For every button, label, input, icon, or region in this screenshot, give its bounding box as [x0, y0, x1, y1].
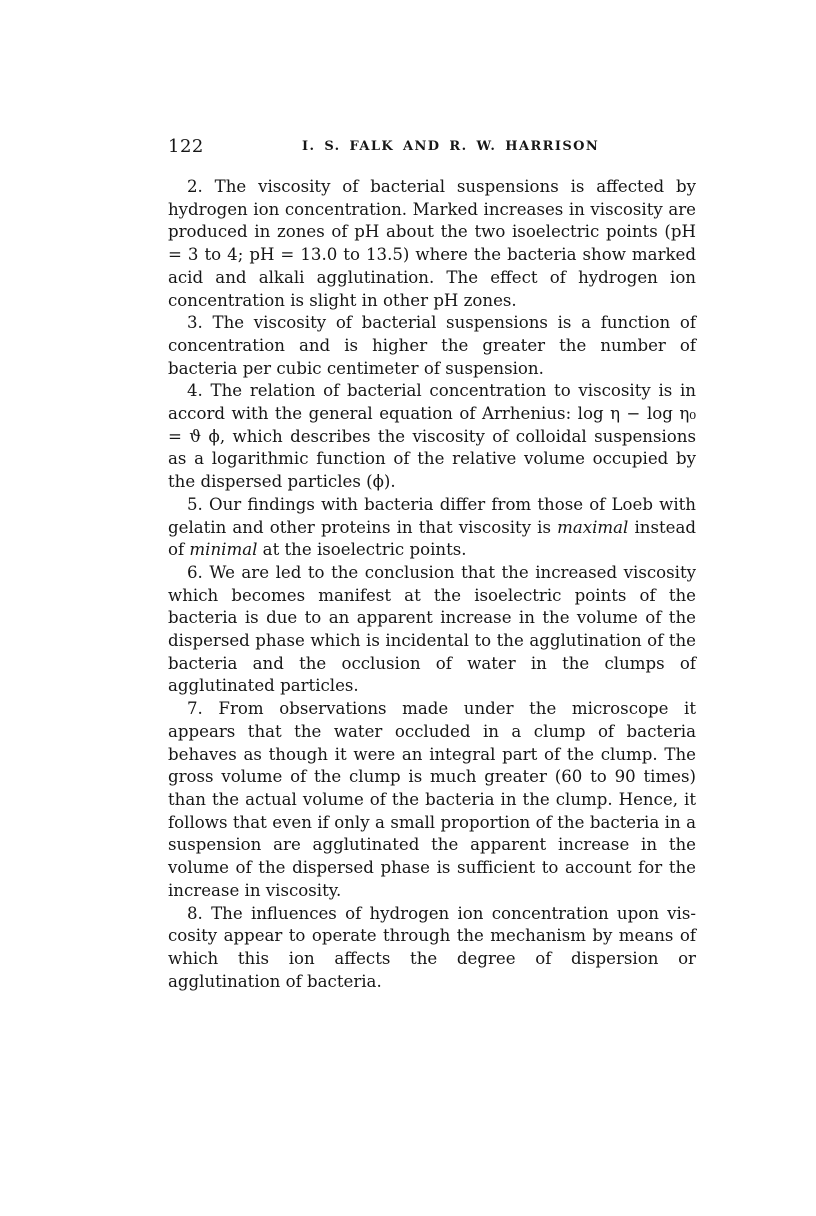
page-number: 122: [168, 136, 204, 157]
summary-paragraph-7: 7. From observations made under the microscope it appears that the water occluded in a clump of bacteria behaves as though it were an integral part of the clump. The gross volume of the clump is much greater (60 to 90 times) than the actual volume of the bacteria in the clump. Hence, it follows that even if only a small proportion of the bacteria in a suspension are agglutinated the apparent increase in the volume of the dispersed phase is sufficient to account for the increase in viscosity.: [168, 699, 696, 900]
summary-paragraph-3: 3. The viscosity of bacterial suspensions is a function of concentration and is higher the greater the number of bacteria per cubic centimeter of suspension.: [168, 313, 696, 378]
emphasis-maximal: maximal: [557, 517, 629, 537]
summary-paragraph-4: 4. The relation of bacterial concentration to viscosity is in accord with the general equation of Arrhenius: log η − log η₀ = ϑ ϕ, which describes the viscosity of colloidal suspensions as a logarithmic function of the relative volume occupied by the dispersed particles (ϕ).: [168, 381, 696, 492]
running-head: [168, 136, 696, 160]
summary-paragraph-5: [168, 494, 696, 562]
summary-paragraph-2: 2. The viscosity of bacterial suspensions is affected by hydrogen ion concentration. Marked increases in viscosity are produced in zones of pH about the two isoelectric points (pH = 3 to 4; pH = 13.0 to 13.5) where the bacteria show marked acid and alkali agglutination. The effect of hydrogen ion concentration is slight in other pH zones.: [168, 177, 696, 310]
summary-body: [168, 176, 696, 993]
paragraph-5-text-start: 5. Our findings with bacteria differ from those of Loeb with gelatin and other proteins in that viscosity is: [168, 494, 696, 537]
summary-paragraph-8: 8. The influences of hydrogen ion concentration upon viscosity appear to operate through the mechanism by means of which this ion affects the degree of dispersion or agglutination of bacteria.: [168, 903, 696, 991]
emphasis-minimal: minimal: [189, 540, 258, 560]
paragraph-5-text-middle: instead of: [168, 517, 696, 560]
summary-paragraph-6: 6. We are led to the conclusion that the increased viscosity which becomes manifest at the isoelectric points of the bacteria is due to an apparent increase in the volume of the dispersed phase which is incidental to the agglutination of the bacteria and the occlusion of water in the clumps of agglutinated particles.: [168, 562, 696, 696]
paragraph-5-text-end: at the isoelectric points.: [257, 540, 467, 560]
running-head-authors: I. S. FALK AND R. W. HARRISON: [302, 139, 600, 154]
